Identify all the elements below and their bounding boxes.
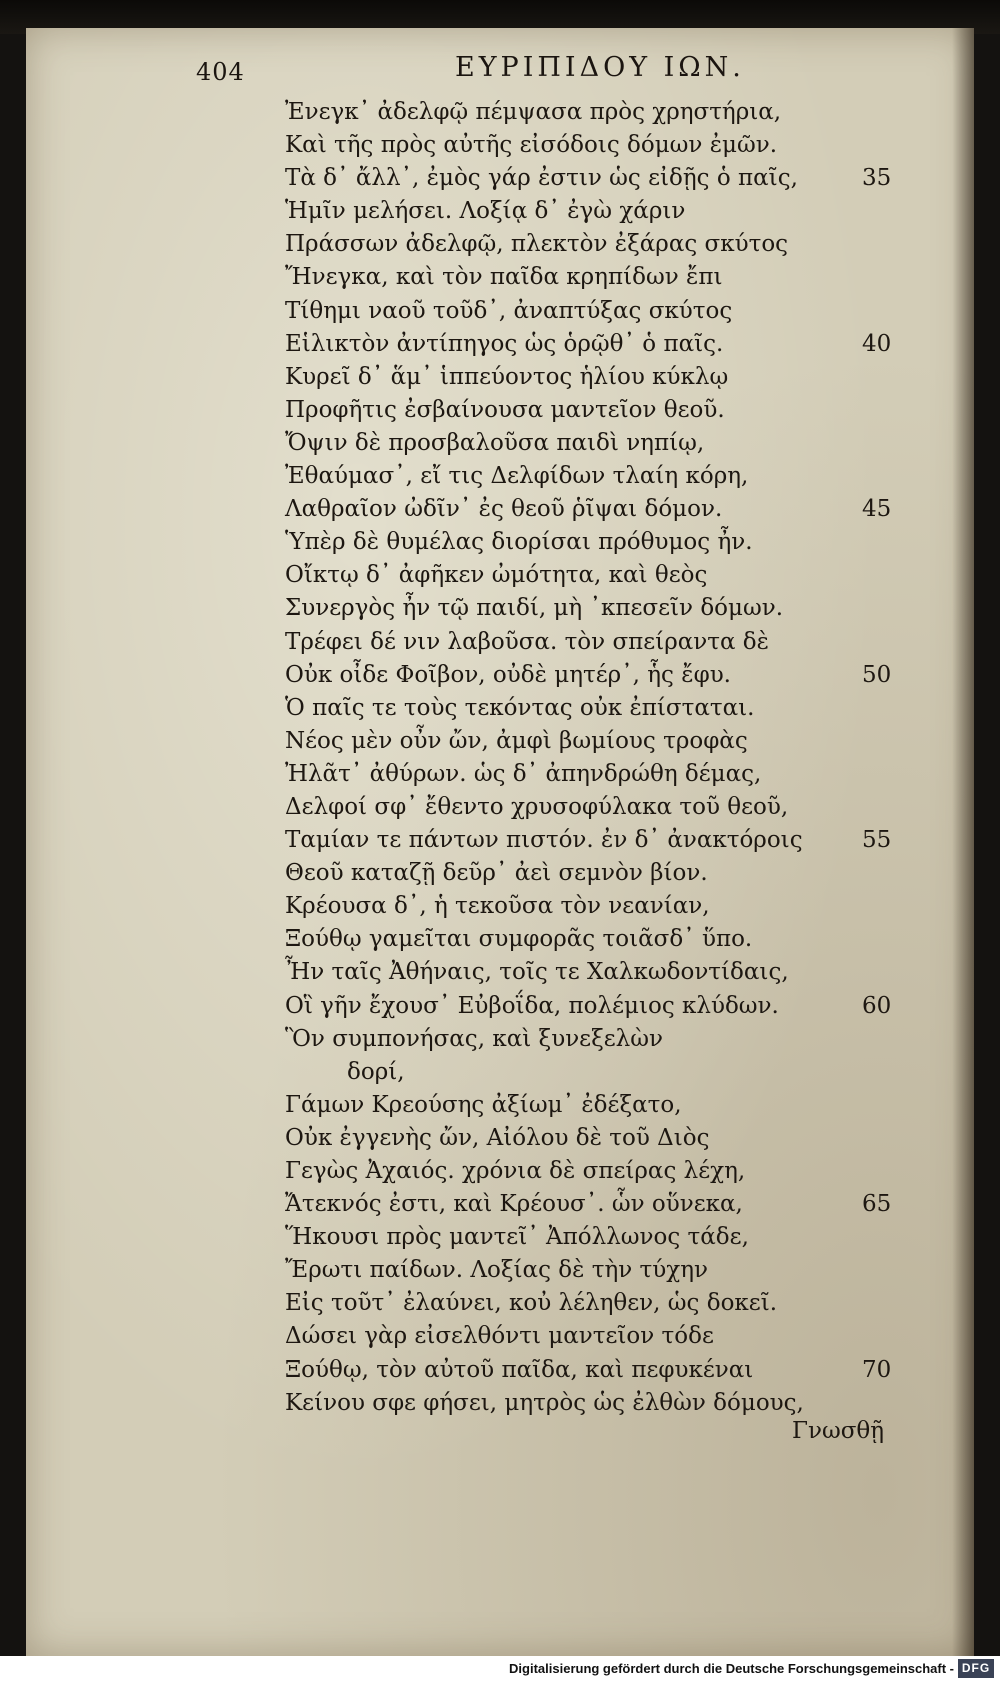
verse-text: Οἴκτῳ δ᾽ ἀφῆκεν ὠμότητα, καὶ θεὸς bbox=[285, 562, 708, 589]
verse-text: Ἄτεκνός ἐστι, καὶ Κρέουσ᾽. ὧν οὕνεκα, bbox=[285, 1191, 743, 1218]
verse-text: Ὃν συμπονήσας, καὶ ξυνεξελὼν bbox=[285, 1025, 663, 1052]
page-gutter-shadow bbox=[952, 28, 974, 1656]
running-head: ΕΥΡΙΠΙΔΟΥ ΙΩΝ. bbox=[455, 52, 745, 83]
verse-line bbox=[285, 427, 935, 460]
verse-line bbox=[285, 1354, 935, 1387]
verse-line bbox=[285, 626, 935, 659]
verse-line bbox=[285, 1387, 935, 1420]
verse-line bbox=[285, 460, 935, 493]
line-number: 45 bbox=[862, 496, 892, 523]
verse-text: Οὐκ ἐγγενὴς ὤν, Αἰόλου δὲ τοῦ Διὸς bbox=[285, 1124, 710, 1151]
verse-text: Πράσσων ἀδελφῷ, πλεκτὸν ἐξάρας σκύτος bbox=[285, 231, 789, 258]
verse-line bbox=[285, 758, 935, 791]
dfg-logo: DFG bbox=[958, 1659, 994, 1678]
catchword: Γνωσθῇ bbox=[792, 1418, 885, 1444]
verse-text: Γεγὼς Ἀχαιός. χρόνια δὲ σπείρας λέχη, bbox=[285, 1158, 746, 1184]
digitization-footer bbox=[0, 1656, 1000, 1683]
verse-text: Κρέουσα δ᾽, ἡ τεκοῦσα τὸν νεανίαν, bbox=[285, 893, 710, 920]
line-number: 65 bbox=[862, 1191, 892, 1218]
verse-line bbox=[285, 791, 935, 824]
verse-text: Ἠλᾶτ᾽ ἀθύρων. ὡς δ᾽ ἀπηνδρώθη δέμας, bbox=[285, 760, 762, 787]
verse-text: Συνεργὸς ἦν τῷ παιδί, μὴ ᾽κπεσεῖν δόμων. bbox=[285, 595, 784, 622]
verse-line bbox=[285, 923, 935, 956]
verse-text: Κείνου σφε φήσει, μητρὸς ὡς ἐλθὼν δόμους, bbox=[285, 1389, 804, 1416]
verse-line bbox=[285, 493, 935, 526]
line-number: 35 bbox=[862, 165, 892, 192]
funding-credit: Digitalisierung gefördert durch die Deutsche Forschungsgemeinschaft - bbox=[509, 1661, 954, 1676]
verse-line bbox=[285, 725, 935, 758]
verse-text: Εἰς τοῦτ᾽ ἐλαύνει, κοὐ λέληθεν, ὡς δοκεῖ. bbox=[285, 1290, 778, 1317]
verse-text: Κυρεῖ δ᾽ ἅμ᾽ ἱππεύοντος ἡλίου κύκλῳ bbox=[285, 363, 729, 390]
verse-line bbox=[285, 328, 935, 361]
verse-line bbox=[285, 295, 935, 328]
verse-list bbox=[285, 96, 935, 1420]
verse-line bbox=[285, 261, 935, 294]
verse-line bbox=[285, 1023, 935, 1056]
verse-text: Ὑπὲρ δὲ θυμέλας διορίσαι πρόθυμος ἦν. bbox=[285, 529, 753, 556]
verse-text: Ὄψιν δὲ προσβαλοῦσα παιδὶ νηπίῳ, bbox=[285, 429, 705, 456]
verse-text: Τίθημι ναοῦ τοῦδ᾽, ἀναπτύξας σκύτος bbox=[285, 297, 733, 324]
verse-line bbox=[285, 1089, 935, 1122]
verse-line bbox=[285, 1155, 935, 1188]
verse-text: Δώσει γὰρ εἰσελθόντι μαντεῖον τόδε bbox=[285, 1323, 714, 1350]
line-number: 40 bbox=[862, 330, 892, 357]
line-number: 70 bbox=[862, 1356, 892, 1383]
verse-line bbox=[285, 990, 935, 1023]
verse-line bbox=[285, 890, 935, 923]
verse-line bbox=[285, 361, 935, 394]
verse-text: Δελφοί σφ᾽ ἔθεντο χρυσοφύλακα τοῦ θεοῦ, bbox=[285, 793, 789, 820]
verse-text: Τρέφει δέ νιν λαβοῦσα. τὸν σπείραντα δὲ bbox=[285, 628, 769, 655]
verse-text: Ἐνεγκ᾽ ἀδελφῷ πέμψασα πρὸς χρηστήρια, bbox=[285, 99, 782, 125]
verse-text: Ξούθῳ γαμεῖται συμφορᾶς τοιᾶσδ᾽ ὕπο. bbox=[285, 926, 753, 953]
verse-line bbox=[285, 1188, 935, 1221]
line-number: 50 bbox=[862, 661, 892, 688]
verse-text: Ὁ παῖς τε τοὺς τεκόντας οὐκ ἐπίσταται. bbox=[285, 694, 755, 721]
verse-line bbox=[285, 1287, 935, 1320]
verse-text: Ἥκουσι πρὸς μαντεῖ᾽ Ἀπόλλωνος τάδε, bbox=[285, 1224, 749, 1251]
verse-line bbox=[285, 1221, 935, 1254]
verse-text: Θεοῦ καταζῇ δεῦρ᾽ ἀεὶ σεμνὸν βίον. bbox=[285, 860, 708, 887]
verse-text: Καὶ τῆς πρὸς αὐτῆς εἰσόδοις δόμων ἐμῶν. bbox=[285, 132, 778, 159]
verse-line bbox=[285, 1122, 935, 1155]
verse-text: δορί, bbox=[347, 1058, 405, 1085]
verse-line bbox=[285, 162, 935, 195]
verse-line bbox=[285, 1320, 935, 1353]
verse-line bbox=[285, 692, 935, 725]
verse-line bbox=[285, 559, 935, 592]
verse-text: Τὰ δ᾽ ἄλλ᾽, ἐμὸς γάρ ἐστιν ὡς εἰδῇς ὁ παῖς, bbox=[285, 165, 798, 192]
verse-text: Ἦν ταῖς Ἀθήναις, τοῖς τε Χαλκωδοντίδαις, bbox=[285, 959, 789, 986]
verse-text: Γάμων Κρεούσης ἀξίωμ᾽ ἐδέξατο, bbox=[285, 1091, 682, 1118]
verse-line bbox=[285, 228, 935, 261]
verse-text: Ἔρωτι παίδων. Λοξίας δὲ τὴν τύχην bbox=[285, 1257, 708, 1284]
verse-text: Ἐθαύμασ᾽, εἴ τις Δελφίδων τλαίη κόρη, bbox=[285, 463, 749, 490]
verse-line bbox=[285, 1254, 935, 1287]
verse-text: Νέος μὲν οὖν ὤν, ἀμφὶ βωμίους τροφὰς bbox=[285, 727, 748, 754]
line-number: 55 bbox=[862, 827, 892, 854]
page-number: 404 bbox=[196, 58, 245, 86]
line-number: 60 bbox=[862, 992, 892, 1019]
verse-text: Ἡμῖν μελήσει. Λοξίᾳ δ᾽ ἐγὼ χάριν bbox=[285, 198, 686, 225]
verse-line bbox=[285, 129, 935, 162]
verse-line bbox=[285, 956, 935, 989]
verse-text: Ἤνεγκα, καὶ τὸν παῖδα κρηπίδων ἔπι bbox=[285, 264, 723, 291]
verse-text: Ξούθῳ, τὸν αὐτοῦ παῖδα, καὶ πεφυκέναι bbox=[285, 1356, 754, 1383]
verse-text: Ταμίαν τε πάντων πιστόν. ἐν δ᾽ ἀνακτόροις bbox=[285, 827, 803, 854]
verse-text: Λαθραῖον ὠδῖν᾽ ἐς θεοῦ ῥῖψαι δόμον. bbox=[285, 496, 723, 523]
verse-text: Οὐκ οἶδε Φοῖβον, οὐδὲ μητέρ᾽, ἧς ἔφυ. bbox=[285, 661, 731, 688]
verse-line bbox=[285, 394, 935, 427]
verse-line bbox=[285, 857, 935, 890]
verse-text: Οἳ γῆν ἔχουσ᾽ Εὐβοΐδα, πολέμιος κλύδων. bbox=[285, 992, 779, 1019]
verse-line bbox=[285, 1056, 935, 1089]
verse-line bbox=[285, 195, 935, 228]
verse-line bbox=[285, 96, 935, 129]
verse-line bbox=[285, 592, 935, 625]
verse-line bbox=[285, 526, 935, 559]
verse-text: Εἱλικτὸν ἀντίπηγος ὡς ὁρῷθ᾽ ὁ παῖς. bbox=[285, 330, 724, 357]
verse-line bbox=[285, 824, 935, 857]
verse-text: Προφῆτις ἐσβαίνουσα μαντεῖον θεοῦ. bbox=[285, 396, 725, 423]
verse-line bbox=[285, 659, 935, 692]
